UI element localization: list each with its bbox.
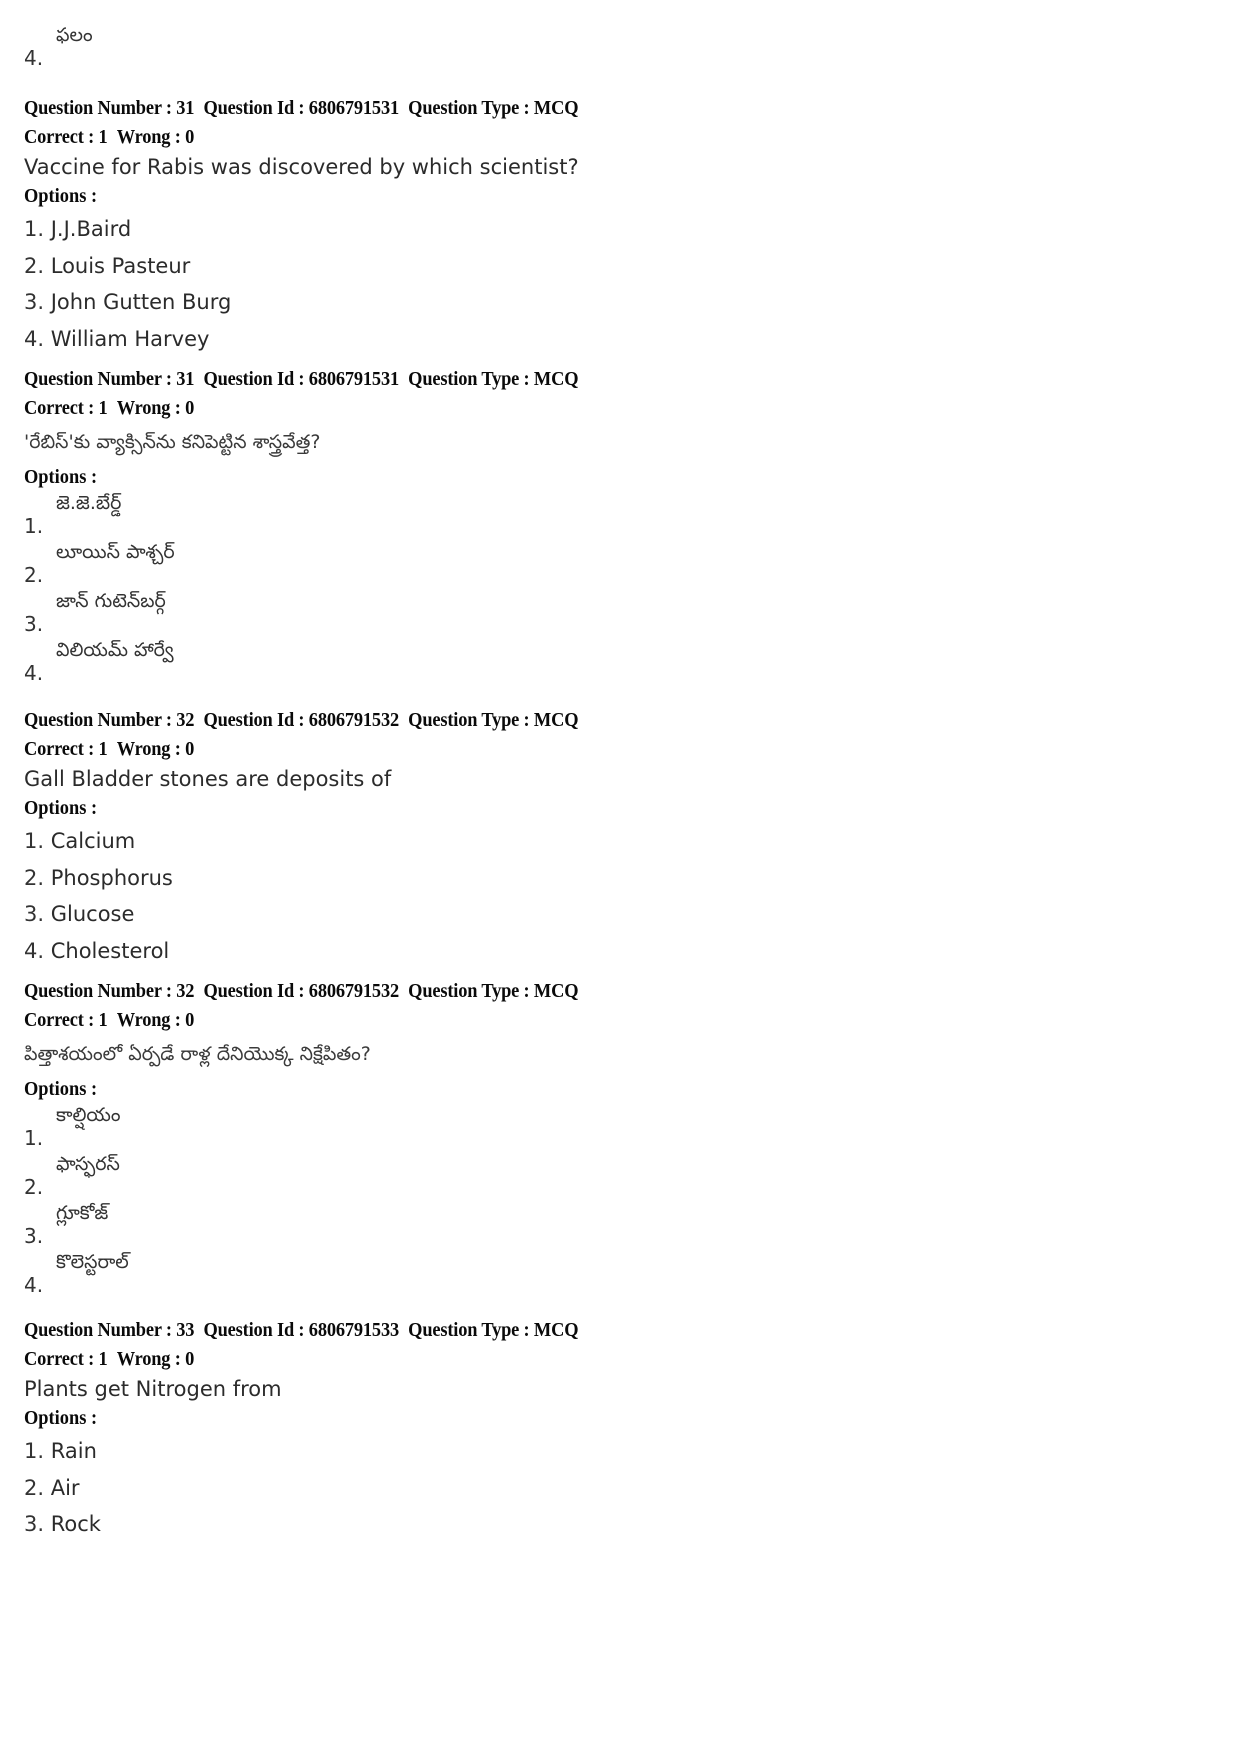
score-meta (24, 735, 578, 764)
question-type-label: Question Type : (408, 368, 530, 390)
option-text: Rain (50, 1439, 97, 1463)
option-number: 4. (24, 938, 45, 963)
option-item (24, 1202, 627, 1251)
option-item (24, 1470, 627, 1507)
option-item (24, 284, 627, 321)
question-id-value: 6806791533 (308, 1319, 399, 1341)
question-meta (24, 977, 578, 1006)
question-number-label: Question Number : (24, 97, 172, 119)
option-number: 4. (24, 326, 45, 351)
question-number-label: Question Number : (24, 1319, 172, 1341)
question-id-value: 6806791531 (308, 97, 399, 119)
option-item (24, 896, 627, 933)
option-text: ఫలం (56, 24, 93, 46)
question-meta (24, 365, 578, 394)
option-text: గ్లూకోజ్ (56, 1202, 109, 1224)
correct-label: Correct : (24, 126, 95, 148)
option-text: John Gutten Burg (50, 290, 232, 314)
question-type-label: Question Type : (408, 709, 530, 731)
question-type-value: MCQ (533, 709, 579, 731)
option-number: 1. (24, 1439, 45, 1463)
question-type-label: Question Type : (408, 97, 530, 119)
option-number: 1. (24, 514, 44, 538)
question-number-value: 33 (176, 1319, 195, 1341)
question-id-label: Question Id : (203, 709, 305, 731)
question-block-32-en (24, 706, 627, 969)
correct-value: 1 (98, 1009, 108, 1031)
question-type-value: MCQ (533, 97, 579, 119)
wrong-label: Wrong : (116, 1009, 181, 1031)
question-text: పిత్తాశయంలో ఏర్పడే రాళ్ల దేనియొక్క నిక్షేపితం? (24, 1043, 371, 1065)
option-item (24, 860, 627, 897)
option-number: 2. (24, 1475, 45, 1500)
option-number: 1. (24, 829, 45, 853)
correct-value: 1 (98, 397, 108, 419)
option-number: 3. (24, 1512, 45, 1536)
question-number-value: 31 (176, 97, 195, 119)
wrong-value: 0 (185, 1348, 195, 1370)
options-label: Options : (24, 797, 98, 819)
option-item (24, 541, 627, 590)
option-number: 3. (24, 902, 45, 926)
option-text: William Harvey (50, 326, 210, 351)
question-meta (24, 706, 578, 735)
question-id-label: Question Id : (203, 368, 305, 390)
wrong-value: 0 (185, 1009, 195, 1031)
option-item (24, 492, 627, 541)
option-item (24, 248, 627, 285)
wrong-label: Wrong : (116, 738, 181, 760)
question-type-value: MCQ (533, 1319, 579, 1341)
option-number: 2. (24, 1175, 44, 1199)
question-id-label: Question Id : (203, 1319, 305, 1341)
wrong-label: Wrong : (116, 1348, 181, 1370)
option-item (24, 590, 627, 639)
option-text: విలియమ్ హార్వే (56, 639, 174, 661)
question-text: 'రేబిస్'కు వ్యాక్సిన్‌ను కనిపెట్టిన శాస్త్రవేత్త? (24, 431, 321, 453)
carryover-option (24, 24, 1240, 73)
question-type-value: MCQ (533, 980, 579, 1002)
option-item (24, 823, 627, 860)
question-type-label: Question Type : (408, 1319, 530, 1341)
question-type-label: Question Type : (408, 980, 530, 1002)
correct-label: Correct : (24, 1009, 95, 1031)
option-item (24, 933, 627, 970)
question-text: Plants get Nitrogen from (24, 1377, 282, 1401)
question-text: Gall Bladder stones are deposits of (24, 767, 392, 791)
option-number: 4. (24, 1273, 44, 1297)
option-text: కొలెస్టరాల్ (56, 1251, 129, 1273)
option-number: 2. (24, 563, 44, 587)
wrong-value: 0 (185, 397, 195, 419)
option-text: లూయిస్ పాశ్చర్ (56, 541, 175, 563)
wrong-label: Wrong : (116, 397, 181, 419)
score-meta (24, 1006, 578, 1035)
option-text: J.J.Baird (50, 217, 132, 241)
option-text: కాల్షియం (56, 1104, 121, 1126)
option-number: 1. (24, 1126, 44, 1150)
question-number-value: 32 (176, 980, 195, 1002)
option-number: 2. (24, 253, 45, 278)
correct-value: 1 (98, 738, 108, 760)
question-block-31-en (24, 94, 627, 357)
option-item (24, 1506, 627, 1543)
option-number: 2. (24, 865, 45, 890)
option-item (24, 1251, 627, 1300)
option-number: 1. (24, 217, 45, 241)
option-item (24, 639, 627, 688)
option-text: Cholesterol (50, 938, 170, 963)
option-item (24, 1433, 627, 1470)
question-number-label: Question Number : (24, 368, 172, 390)
correct-label: Correct : (24, 1348, 95, 1370)
option-text: జాన్ గుటెన్‌బర్గ్ (56, 590, 166, 612)
question-meta (24, 1316, 578, 1345)
option-text: Calcium (50, 829, 136, 853)
question-number-value: 31 (176, 368, 195, 390)
question-id-label: Question Id : (203, 97, 305, 119)
question-number-value: 32 (176, 709, 195, 731)
options-label: Options : (24, 185, 98, 207)
score-meta (24, 123, 578, 152)
option-item (24, 1153, 627, 1202)
question-text: Vaccine for Rabis was discovered by which scientist? (24, 155, 579, 179)
question-type-value: MCQ (533, 368, 579, 390)
option-number: 4. (24, 46, 44, 70)
wrong-value: 0 (185, 738, 195, 760)
score-meta (24, 394, 578, 423)
question-number-label: Question Number : (24, 980, 172, 1002)
question-block-32-te (24, 977, 627, 1300)
option-number: 4. (24, 661, 44, 685)
option-item (24, 321, 627, 358)
option-text: Phosphorus (50, 865, 173, 890)
options-label: Options : (24, 1078, 98, 1100)
option-text: Rock (50, 1512, 101, 1536)
question-meta (24, 94, 578, 123)
wrong-value: 0 (185, 126, 195, 148)
option-text: Air (50, 1475, 80, 1500)
option-text: ఫాస్ఫరస్ (56, 1153, 120, 1175)
option-text: జె.జె.బేర్డ్ (56, 492, 122, 514)
option-number: 3. (24, 1224, 44, 1248)
options-label: Options : (24, 466, 98, 488)
option-number: 3. (24, 612, 44, 636)
option-text: Glucose (50, 902, 135, 926)
option-item (24, 211, 627, 248)
question-block-31-te (24, 365, 627, 688)
question-block-33-en (24, 1316, 627, 1543)
correct-value: 1 (98, 126, 108, 148)
question-id-value: 6806791532 (308, 709, 399, 731)
correct-label: Correct : (24, 738, 95, 760)
question-id-label: Question Id : (203, 980, 305, 1002)
option-text: Louis Pasteur (50, 253, 191, 278)
option-item (24, 1104, 627, 1153)
wrong-label: Wrong : (116, 126, 181, 148)
options-label: Options : (24, 1407, 98, 1429)
correct-value: 1 (98, 1348, 108, 1370)
question-id-value: 6806791532 (308, 980, 399, 1002)
option-number: 3. (24, 290, 45, 314)
question-id-value: 6806791531 (308, 368, 399, 390)
question-number-label: Question Number : (24, 709, 172, 731)
score-meta (24, 1345, 578, 1374)
correct-label: Correct : (24, 397, 95, 419)
